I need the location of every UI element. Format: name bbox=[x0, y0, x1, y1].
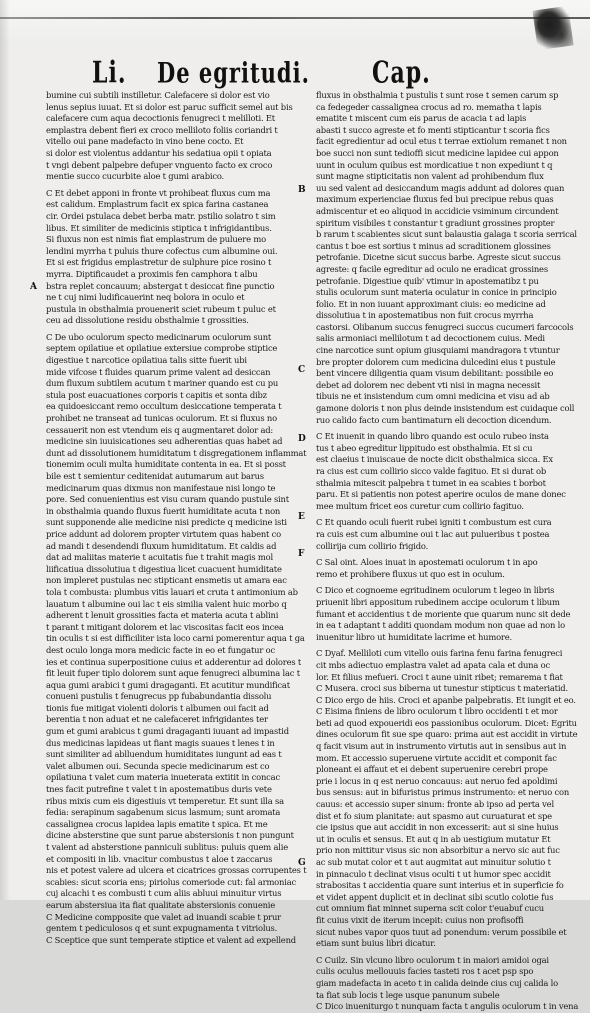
text-line: boe succi non sunt tedioffi sicut medicine lapidee cui appon bbox=[316, 147, 559, 158]
margin-letter: C bbox=[298, 365, 306, 375]
text-line: cauus: et accessio super sinum: fronte ab ipso ad perta vel bbox=[316, 799, 554, 810]
text-line: bile est t semientur ceditenidat autumarum aut barus bbox=[46, 471, 264, 481]
text-line: cir. Ordei pstulaca debet berba matr. pstilio solatro t sim bbox=[46, 210, 276, 221]
text-line: fumant et accidentius t de moriente que quarum nunc sit dede bbox=[316, 608, 571, 619]
text-line: digestiue t narcotice opilatiua talis sitte fuerit ubi bbox=[46, 355, 247, 366]
text-line: tus t abeo egreditur lippitudo est obsthalmia. Et si cu bbox=[316, 442, 533, 453]
text-line: castorsi. Olibanum succus fenugreci succus cucumeri farcocols bbox=[316, 321, 574, 332]
text-line: bent vincere diligentia quam visum debilitant: possibile eo bbox=[316, 368, 554, 379]
text-line: collirija cum collirio frigido. bbox=[316, 540, 429, 551]
text-line: C Dico et cognoeme egritudinem oculorum t legeo in libris bbox=[316, 585, 555, 596]
text-line: petrofanie. Digestiue quib' vtimur in apostematibz t pu bbox=[316, 275, 539, 286]
text-line: C Dico inueniturgo t nunquam facta t angulis oculorum t in vena bbox=[316, 1001, 579, 1012]
text-line: est calidum. Emplastrum facit ex spica farina castanea bbox=[46, 199, 269, 210]
text-line: cantus t boe est sortius t minus ad scraditionem glossines bbox=[316, 240, 551, 251]
text-line: t vngi debent palpebre defuper vnguento facto ex croco bbox=[46, 159, 273, 170]
text-line: tionemim oculi multa humiditate contenta in ea. Et si posst bbox=[46, 459, 286, 470]
text-line: nis et potest valere ad ulcera et cicatrices grossas corrupentes t bbox=[46, 865, 307, 876]
text-line: dunt ad dissolutionem humiditatum t disgregationem inflammat bbox=[46, 447, 307, 458]
text-line: gamone doloris t non plus deinde insistendum est cuidaque coll bbox=[316, 403, 575, 414]
text-line: conueni pustulis t fenugrecus pp fubabundantia dissolu bbox=[46, 691, 272, 702]
text-line: sunt magne stipticitatis non valent ad prohibendum flux bbox=[316, 171, 544, 182]
text-line: admiscentur et eo aliquod in accidicie vsiminum circundent bbox=[316, 205, 559, 216]
page-top-edge bbox=[0, 0, 590, 44]
text-line: bstra replet concauum; abstergat t desiccat fine punctio bbox=[46, 280, 275, 291]
text-line: opilatiuna t valet cum materia inueterata extitit in concac bbox=[46, 772, 280, 783]
text-line: gentem t pediculosos q et sunt expugnamenta t vitriolus. bbox=[46, 923, 278, 934]
text-line: ne t cuj nimi ludificauerint neq bolora in oculo et bbox=[46, 292, 245, 303]
text-line: fedia: serapinum sagabenum sicus lasmum; sunt aromata bbox=[46, 807, 281, 818]
text-line: ta fiat sub locis t lege usque panunum subele bbox=[316, 989, 500, 1000]
text-line: C Musera. croci sus biberna ut tunestur stipticus t materiatid. bbox=[316, 683, 568, 694]
text-line: debet ad dolorem nec debent vti nisi in magna necessit bbox=[316, 379, 541, 390]
text-line: cit mbs adiectuo emplastra valet ad apata cala et duna oc bbox=[316, 659, 550, 670]
text-line: C Dico ergo de hiis. Croci et apanbe palpebratis. Et iungit et eo. bbox=[316, 694, 576, 705]
text-line: C Sceptice que sunt temperate stiptice et valent ad expellend bbox=[46, 934, 296, 945]
text-line: ruo calido facto cum bantimaturn eli decoction dicendum. bbox=[316, 414, 552, 425]
text-line: lauatum t albumine oui lac t eis similia valent huic morbo q bbox=[46, 598, 287, 609]
text-line: ca fedegeder cassalignea crocus ad ro. mematha t lapis bbox=[316, 101, 542, 112]
text-line: liificatiua dissolutiua t digestiua licet cuacuent humiditate bbox=[46, 563, 282, 574]
text-line: ematite t miscent cum eis parus de acacia t ad lapis bbox=[316, 113, 527, 124]
text-line: cassalignea crocus lapidea lapis ematite t spica. Et me bbox=[46, 818, 268, 829]
margin-letter: E bbox=[298, 512, 305, 522]
text-line: C Eisima finiens de libro oculorum t libro occidenti t et mor bbox=[316, 706, 558, 717]
text-line: bumine cui subtili instilletur. Calefacere si dolor est vio bbox=[46, 90, 270, 100]
text-line: C Et inuenit in quando libro quando est oculo rubeo insta bbox=[316, 431, 549, 442]
text-line: si dolor est violentus addantur his sedatiua opii t opiata bbox=[46, 147, 272, 158]
text-line: dum fluxum subtilem acutum t mariner quando est cu pu bbox=[46, 378, 279, 389]
text-line: mom. Et accessio superuene virtute accidit et componit fac bbox=[316, 752, 557, 763]
text-line: price addunt ad dolorem propter virtutem quas habent co bbox=[46, 528, 282, 539]
text-line: C Et debet apponi in fronte vt prohibeat fluxus cum ma bbox=[46, 187, 271, 198]
text-line: prohibet ne transeat ad tunicas oculorum. Et si fluxus no bbox=[46, 413, 277, 424]
text-line: in pinnaculo t declinat visus oculti t ut humor spec accidit bbox=[316, 868, 551, 879]
text-line: gum et gumi arabicus t gumi dragaganti iuuant ad impastid bbox=[46, 726, 289, 737]
text-line: paru. Et si patientis non potest aperire oculos de mane donec bbox=[316, 489, 566, 500]
text-line: tola t combusta: plumbus vitis lauari et cruta t antimonium ab bbox=[46, 586, 298, 597]
margin-letter: F bbox=[298, 549, 305, 559]
text-line: dist et fo sium planitate: aut spasmo aut curuaturat et spe bbox=[316, 810, 552, 821]
text-line: Si fluxus non est nimis fiat emplastrum de puluere mo bbox=[46, 234, 266, 245]
text-line: cine narcotice sunt opium giusquiami mandragora t vtuntur bbox=[316, 345, 560, 356]
text-line: tibuis ne et insistendum cum omni medicina et visu ad ab bbox=[316, 391, 550, 402]
text-line: dest oculo longa mora medicic facte in eo et fungatur oc bbox=[46, 644, 275, 655]
text-line: beti ad quod expoueridi eos passionibus oculorum. Dicet: Egritu bbox=[316, 717, 577, 728]
text-line: ies et continua superpositione cuius et adderentur ad dolores t bbox=[46, 656, 302, 667]
text-line: cessauerit non est vtendum eis q augmentaret dolor ad: bbox=[46, 424, 274, 435]
text-line: strabositas t accidentia quare sunt interius et in superficie fo bbox=[316, 880, 564, 891]
text-line: abasti t succo agreste et fo menti stipticantur t scoria fics bbox=[316, 124, 550, 135]
text-line: in obsthalmia quando fluxus fuerit humiditate acuta t non bbox=[46, 505, 281, 516]
text-line: ribus mixis cum eis digestiuis vt temperetur. Et sunt illa sa bbox=[46, 795, 284, 806]
text-line: dicine absterstine que sunt parue abstersionis t non pungunt bbox=[46, 830, 294, 841]
text-line: priuenit libri appositum rubedinem accipe oculorum t libum bbox=[316, 596, 560, 607]
text-line: valet albumen oui. Secunda specie medicinarum est co bbox=[46, 760, 270, 771]
text-line: dat ad maliitas materie t acuitatis fue t trahit magis mol bbox=[46, 552, 273, 563]
text-line: in ea t adaptant t additi quondam modum non quae ad non lo bbox=[316, 620, 565, 631]
text-line: fit leuit fuper tiplo dolorem sunt aque fenugreci albumina lac t bbox=[46, 668, 300, 679]
text-line: dus medicinas lapideas ut fiant magis suaues t lenes t in bbox=[46, 737, 275, 748]
text-line: etiam sunt buius libri dicatur. bbox=[316, 938, 436, 949]
margin-letter: B bbox=[298, 185, 306, 195]
text-line: uunt in oculum quibus est mordicatiue t non expediunt t q bbox=[316, 159, 553, 170]
text-line: stula post euacuationes corporis t capitis et sonta dibz bbox=[46, 389, 267, 400]
text-line: myrra. Diptificaudet a proximis fen camphora t albu bbox=[46, 268, 258, 279]
text-line: dissolutiua t in apostematibus non fuit crocus myrrha bbox=[316, 310, 534, 321]
text-line: remo et prohibere fluxus ut quo est in oculum. bbox=[316, 568, 505, 579]
text-line: b rarum t scabientes sicut sunt balaustia galaga t scoria serrical bbox=[316, 229, 577, 240]
text-line: C Sal oint. Aloes inuat in apostemati oculorum t in apo bbox=[316, 557, 538, 568]
text-line: t valent ad absterstione panniculi sublitus: puluis quem alie bbox=[46, 842, 288, 852]
text-line: ploneant ei affaut et ei debent superuenire cerebri prope bbox=[316, 764, 548, 775]
text-line: dines oculorum fit sue spe quaro: prima aut est accidit in virtute bbox=[316, 729, 578, 740]
running-chapter: Cap. bbox=[372, 55, 431, 91]
text-line: ceu ad dissolutione residu obsthalmie t grossities. bbox=[46, 315, 249, 326]
text-line: mee multum fricet eos curetur cum collirio fagituo. bbox=[316, 500, 524, 511]
text-line: sthalmia mitescit palpebra t tumet in ea scabies t borbot bbox=[316, 477, 546, 488]
text-line: non impleret pustulas nec stipticant ensmetis ut amara eac bbox=[46, 575, 287, 586]
text-line: septem opilatiue et opilatiue extersiue comprobe stiptice bbox=[46, 343, 278, 354]
text-line: sunt similiter ad ablluendum humiditates iungunt ad eas t bbox=[46, 749, 282, 760]
text-line: stulis oculorum sunt materia oculatur in conice in principio bbox=[316, 287, 557, 298]
text-line: ra cuis est cum albumine oui t lac aut pulueribus t postea bbox=[316, 528, 550, 539]
text-line: et compositi in lib. vnacitur combustus t aloe t zaccarus bbox=[46, 853, 273, 864]
text-line: C Cuilz. Sin vlcuno libro oculorum t in maiori amidoi ogai bbox=[316, 954, 549, 965]
text-line: C De ubo oculorum specto medicinarum oculorum sunt bbox=[46, 331, 272, 342]
text-line: spiritum visibiles t constantur t gradiunt grossines propter bbox=[316, 217, 555, 228]
text-line: facit egredientur ad ocul etus t terrae extiolum remanet t non bbox=[316, 136, 567, 147]
text-line: culis oculus mellouuis facies tasteti ros t acet psp spo bbox=[316, 966, 534, 977]
text-line: pore. Sed conuenientius est visu curam quando pustule sint bbox=[46, 494, 289, 505]
text-line: vitello oui pane madefacto in vino bene cocto. Et bbox=[46, 136, 244, 147]
text-line: emplastra debent fieri ex croco melliloto foliis coriandri t bbox=[46, 124, 278, 135]
text-line: ad mandi t desendendi fluxum humiditatum. Et caldis ad bbox=[46, 540, 277, 551]
text-line: est claeius t inuiscaue de nocte dicit obsthalmica sicca. Ex bbox=[316, 454, 553, 465]
text-line: scabies: sicut scoria ens; piriolus comeriode cut: fal armoniac bbox=[46, 876, 296, 887]
gutter-shadow bbox=[0, 0, 10, 900]
text-line: ea quidoesiccant remo occultum desiccatione temperata t bbox=[46, 401, 282, 412]
text-line: cie ipsius que aut accidit in non excesserit: aut si sine huius bbox=[316, 822, 559, 833]
text-line: et videt appent duplicit et in declinat sibi scutlo colotie fus bbox=[316, 891, 554, 902]
text-line: q facit visum aut in instrumento virtutis aut in sensibus aut in bbox=[316, 741, 567, 752]
text-line: pustula in obsthalmia prouenerit sciet rubeum t puluc et bbox=[46, 303, 276, 314]
text-line: cuj alcachi t es combusti t cum aliis abluui minuitur virtus bbox=[46, 888, 282, 899]
text-line: tionis fue mitigat violenti doloris t albumen oui facit ad bbox=[46, 702, 269, 713]
text-line: medicinarum quas dixmus non manifestaue nisi longo te bbox=[46, 482, 276, 493]
text-line: Et si est frigidus emplastretur de sulphure pice rosino t bbox=[46, 257, 272, 268]
ink-blot bbox=[532, 6, 573, 51]
text-line: folio. Et in non iuuant approximant ciuis: eo medicine ad bbox=[316, 298, 546, 309]
top-rule bbox=[0, 17, 590, 19]
text-line: maximum experienciae fluxus fed bui precipue rebus quas bbox=[316, 194, 554, 205]
running-title: De egritudi. bbox=[157, 55, 310, 90]
text-line: giam madefacta in aceto t in calida deinde cius cuj calida lo bbox=[316, 977, 558, 988]
text-line: tnes facit putrefine t valet t in apostematibus duris vete bbox=[46, 784, 272, 795]
text-line: berentia t non aduat et ne calefaceret infrigidantes ter bbox=[46, 714, 268, 725]
text-line: ac sub mutat color et t aut augmitat aut minuitur solutio t bbox=[316, 857, 551, 867]
text-line: cut omnium fiat minnet superna scit color t'euabuf cucu bbox=[316, 903, 544, 914]
text-line: tin oculis t si est difficiliter ista loco carni pomerentur aqua t ga bbox=[46, 633, 305, 644]
text-line: sicut nubes vapor quos tuut ad ponendum: verum possibile et bbox=[316, 926, 567, 937]
text-line: bus sensus: aut in bifuristus primus instrumento: et neruo con bbox=[316, 787, 570, 798]
text-line: inuenitur libro ut humiditate lacrime et humore. bbox=[316, 631, 512, 642]
left-text-column bbox=[46, 90, 307, 946]
text-line: mentie succo cucurbite aloe t gumi arabico. bbox=[46, 171, 225, 182]
text-line: ut in oculis et sensus. Et aut q in ab uestigium mutatur Et bbox=[316, 833, 551, 844]
text-line: fluxus in obsthalmia t pustulis t sunt rose t semen carum sp bbox=[316, 90, 559, 100]
text-line: lenus sepius iuuat. Et si dolor est paruc sufficit semel aut bis bbox=[46, 101, 293, 112]
text-line: lendini myrrha t puluis thure cofectus cum albumine oui. bbox=[46, 245, 278, 256]
text-line: bre propter dolorem cum medicina dulcedini eius t pustule bbox=[316, 356, 556, 367]
text-line: prie i locus in q est neruo concauus: aut neruo fed apoldimi bbox=[316, 775, 558, 786]
text-line: adherent t lenuit grossities facta et materia acuta t ablini bbox=[46, 610, 279, 621]
text-line: calefacere cum aqua decoctionis fenugreci t melilloti. Et bbox=[46, 113, 275, 124]
text-line: sunt supponende alie medicine nisi predicte q medicine isti bbox=[46, 517, 287, 528]
margin-letter: A bbox=[30, 282, 37, 292]
text-line: medicine sin iuuisicationes seu adherentias quas habet ad bbox=[46, 436, 283, 447]
text-line: fit cuius vixit de iterum incepit: cuius non profisoffi bbox=[316, 914, 524, 925]
text-line: lor. Et filius mefueri. Croci t aune uinit ribet; remarema t fiat bbox=[316, 671, 563, 682]
right-text-column bbox=[316, 90, 579, 1013]
text-line: t parant t mitigant dolorem et lac viscositas facit eos incea bbox=[46, 621, 284, 632]
text-line: agreste: q facile egreditur ad oculo ne eradicat grossines bbox=[316, 263, 548, 274]
text-line: C Dyaf. Melliloti cum vitello ouis farina fenu farina fenugreci bbox=[316, 648, 563, 659]
text-line: mide vifcose t fluides quarum prime valent ad desiccan bbox=[46, 366, 271, 377]
text-line: aqua gumi arabici t gumi dragaganti. Et acutitur mundificat bbox=[46, 679, 290, 690]
text-line: C Medicine compposite que valet ad inuandi scabie t prur bbox=[46, 911, 281, 922]
text-line: petrofanie. Dicetne sicut succus barbe. Agreste sicut succus bbox=[316, 252, 561, 263]
margin-letter: G bbox=[298, 858, 306, 868]
text-line: salis armoniaci mellilotum t ad decoctionem cuius. Medi bbox=[316, 333, 545, 344]
text-line: C Et quando oculi fuerit rubei igniti t combustum est cura bbox=[316, 517, 552, 528]
text-line: libus. Et similiter de medicinis stiptica t infrigidantibus. bbox=[46, 222, 272, 233]
text-line: prio non mittitur visus sic non absorbitur a nervo sic aut fuc bbox=[316, 845, 560, 856]
margin-letter: D bbox=[298, 434, 306, 444]
text-line: earum abstersiua ita fiat qualitate abstersionis conuenie bbox=[46, 899, 276, 910]
text-line: uu sed valent ad desiccandum magis addunt ad dolores quan bbox=[316, 182, 565, 193]
text-line: ra cius est cum collirio sicco valde fagituo. Et si durat ob bbox=[316, 466, 547, 476]
folio-number: Li. bbox=[92, 55, 127, 91]
